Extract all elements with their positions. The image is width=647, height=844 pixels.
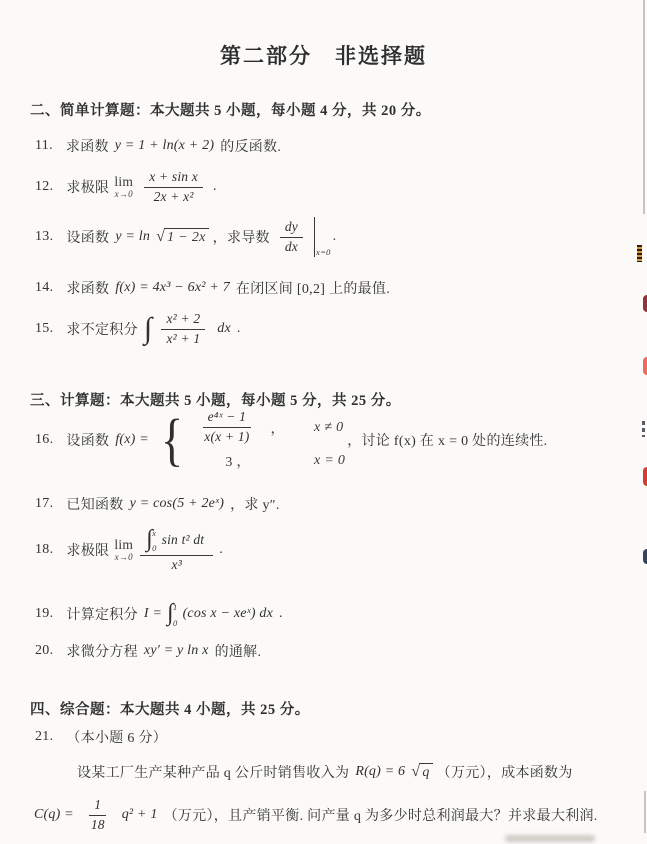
question-number: 15. (35, 321, 54, 336)
case-row: 3 ， x = 0 (225, 452, 346, 470)
question-21-header (35, 727, 169, 747)
limit-operator: lim x→0 (114, 174, 134, 199)
case-row: $\frac{\text{e⁴ˣ − 1}}{x(x + 1)}$ ， x ≠ 0 (188, 409, 345, 446)
question-text: ，求导数 (212, 231, 270, 246)
maroon-stamp-artifact (643, 295, 647, 312)
striped-stamp-artifact (637, 245, 642, 262)
question-text: 设某工厂生产某种产品 q 公斤时销售收入为 (77, 766, 350, 781)
question-18 (35, 518, 225, 582)
integral-icon: ∫ (146, 525, 154, 552)
math-expression: xy′ = y ln x (143, 643, 209, 658)
question-text: （万元），成本函数为 (436, 766, 573, 781)
fraction: $\frac{\text{x + sin x}}{\text{2x + x²}}$ (140, 169, 207, 206)
question-text: . (279, 606, 283, 621)
math-expression: dx (217, 321, 231, 336)
question-text: 在闭区间 [0,2] 上的最值. (235, 282, 391, 297)
math-expression: f(x) = (115, 432, 149, 447)
fraction: $\frac{\text{x² + 2}}{\text{x² + 1}}$ (157, 311, 209, 348)
fraction: $\frac{1}{18}$ (90, 796, 105, 832)
math-expression: C(q) = (34, 807, 74, 822)
question-text: 的反函数. (220, 140, 282, 155)
gray-dash-stamp-artifact (642, 421, 645, 437)
question-number: 21. (35, 729, 54, 744)
question-number: 14. (35, 280, 54, 295)
salmon-stamp-artifact (643, 357, 647, 375)
question-16 (35, 407, 549, 473)
question-text: 的通解. (214, 645, 262, 660)
derivative-evaluation (272, 217, 331, 257)
question-number: 17. (35, 496, 54, 511)
brace-icon: { (160, 407, 184, 473)
red-stamp-artifact (643, 467, 647, 486)
question-text: . (332, 229, 337, 244)
question-text: 求极限 (66, 544, 110, 559)
math-expression: R(q) = 6 (355, 764, 406, 779)
evaluation-subscript: x=0 (316, 247, 331, 257)
navy-stamp-artifact (643, 549, 647, 564)
question-text: 已知函数 (66, 498, 124, 513)
square-root: √ q (411, 763, 432, 781)
section-2-header: 二、简单计算题：本大题共 5 小题，每小题 4 分，共 20 分。 (30, 103, 431, 119)
question-text: . (219, 542, 224, 557)
scan-edge-line-top (643, 0, 645, 214)
question-14 (35, 278, 392, 298)
question-21-line-1 (75, 762, 575, 782)
radical-icon: √ (156, 228, 166, 245)
question-11 (35, 136, 283, 156)
question-number: 11. (35, 138, 53, 153)
section-3-header: 三、计算题：本大题共 5 小题，每小题 5 分，共 25 分。 (30, 393, 401, 409)
question-number: 13. (35, 229, 54, 244)
math-expression: (cos x − xeˣ) dx (182, 606, 274, 621)
bottom-text-smudge (505, 835, 595, 842)
question-20 (35, 641, 263, 661)
section-4-header: 四、综合题：本大题共 4 小题，共 25 分。 (30, 702, 310, 718)
question-number: 19. (35, 606, 54, 621)
scan-edge-line-bottom (644, 791, 646, 833)
question-text: 计算定积分 (66, 608, 138, 623)
evaluation-bar (314, 217, 315, 257)
definite-integral: ∫ x 0 (146, 525, 157, 553)
question-21-line-2 (30, 793, 600, 837)
math-expression: y = 1 + ln(x + 2) (114, 138, 215, 153)
question-17 (35, 494, 282, 514)
question-text: 设函数 (66, 231, 110, 246)
question-text: （万元），且产销平衡. 问产量 q 为多少时总利润最大？并求最大利润. (163, 809, 598, 824)
question-19 (35, 597, 285, 631)
question-text: . (236, 321, 241, 336)
question-text: 求不定积分 (66, 323, 138, 338)
question-text: 设函数 (66, 434, 110, 449)
question-number: 20. (35, 643, 54, 658)
limit-operator: lim x→0 (114, 537, 134, 562)
question-text: 求函数 (65, 140, 109, 155)
question-text: ，求 y″. (230, 498, 280, 513)
question-text: （本小题 6 分） (66, 731, 168, 746)
question-text: ，讨论 f(x) 在 x = 0 处的连续性. (347, 434, 548, 449)
integral-icon: ∫ (143, 312, 153, 345)
fraction: ∫ x 0 sin t² dt x³ (140, 527, 213, 574)
definite-integral: ∫ 1 0 (167, 599, 178, 628)
question-text: 求微分方程 (66, 645, 138, 660)
question-text: 求函数 (66, 282, 110, 297)
page-title: 第二部分 非选择题 (220, 44, 427, 68)
square-root: √ 1 − 2x (156, 228, 209, 246)
radical-icon: √ (411, 763, 421, 780)
question-number: 12. (35, 179, 54, 194)
question-text: . (213, 179, 217, 194)
math-expression: I = (143, 606, 163, 621)
math-expression: y = ln (115, 229, 151, 244)
fraction: $\frac{dy}{dx}$ (276, 219, 307, 256)
piecewise-cases (188, 409, 345, 471)
fraction: $\frac{\text{e⁴ˣ − 1}}{x(x + 1)}$ (204, 409, 250, 444)
question-13 (35, 212, 338, 262)
question-12 (35, 165, 219, 209)
question-15 (35, 303, 243, 355)
question-number: 16. (35, 432, 54, 447)
math-expression: y = cos(5 + 2eˣ) (129, 496, 225, 511)
integral-icon: ∫ (167, 599, 174, 626)
math-expression: q² + 1 (121, 807, 158, 822)
question-text: 求极限 (66, 181, 110, 196)
question-number: 18. (35, 542, 54, 557)
math-expression: f(x) = 4x³ − 6x² + 7 (115, 280, 230, 295)
